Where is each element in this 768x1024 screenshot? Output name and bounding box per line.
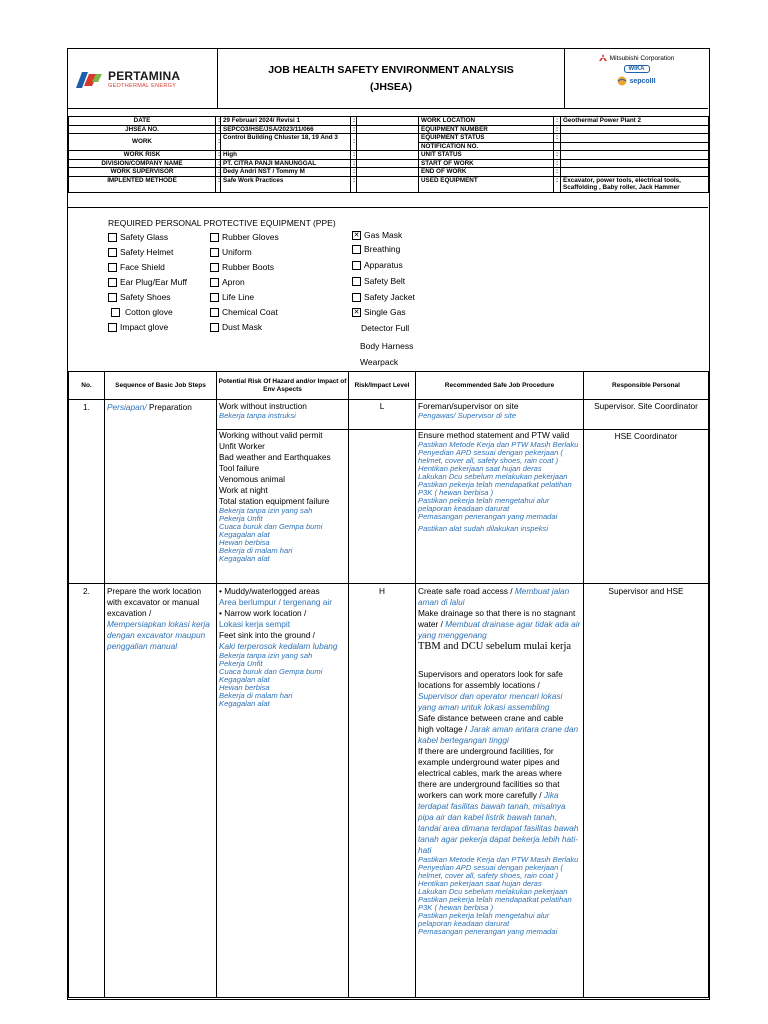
responsible-cell: Supervisor. Site Coordinator HSE Coordinator (584, 400, 709, 584)
checkbox-icon[interactable] (210, 278, 219, 287)
checkbox-icon[interactable] (210, 263, 219, 272)
ppe-single-gas[interactable]: ✕ Single Gas (352, 307, 406, 317)
row-number: 2. (69, 584, 105, 998)
hazard-cell: Work without instruction Bekerja tanpa instruksi Working without valid permit Unfit Worker Bad weather and Earthquakes Tool failure Venomous animal Work at night Total station equipment failure Bekerja tanpa izin yang sah Pekerja Unfit Cuaca buruk dan Gempa bumi Kegagalan alat Hewan berbisa Bekerja di malam hari Kegagalan alat (217, 400, 349, 584)
job-step: Prepare the work location with excavator or manual excavation / Mempersiapkan lokasi kerja dengan excavator maupun penggalian manual (105, 584, 217, 998)
ppe-safety-jacket[interactable]: Safety Jacket (352, 292, 415, 302)
checkbox-icon[interactable] (108, 293, 117, 302)
jhsea-steps-table (68, 371, 709, 998)
checkbox-icon[interactable] (352, 277, 361, 286)
document-title (218, 49, 565, 108)
risk-level: L (349, 400, 416, 584)
ppe-uniform[interactable]: Uniform (210, 247, 252, 257)
ppe-breathing[interactable]: Breathing (352, 244, 400, 254)
checked-checkbox-icon[interactable] (352, 308, 361, 317)
col-header-no: No. (69, 372, 105, 400)
col-header-level: Risk/Impact Level (349, 372, 416, 400)
logo-subtitle: GEOTHERMAL ENERGY (108, 82, 177, 89)
checkbox-icon[interactable] (108, 278, 117, 287)
row-number: 1. (69, 400, 105, 584)
info-row-division: DIVISION/COMPANY NAME : PT. CITRA PANJI MANUNGGAL : START OF WORK : (69, 159, 709, 168)
hazard-cell: • Muddy/waterlogged areas Area berlumpur / tergenang air • Narrow work location / Lokasi kerja sempit Feet sink into the ground / Kaki terperosok kedalam lubang Bekerja tanpa izin yang sah Pekerja Unfit Cuaca buruk dan Gempa bumi Kegagalan alat Hewan berbisa Bekerja di malam hari Kegagalan alat (217, 584, 349, 998)
document-header (68, 49, 708, 109)
pertamina-mark-icon (74, 68, 104, 90)
info-row-notification: NOTIFICATION NO. (69, 142, 709, 151)
ppe-gas-mask[interactable]: ✕ Gas Mask (352, 230, 402, 240)
checkbox-icon[interactable] (108, 263, 117, 272)
table-row (69, 400, 709, 584)
checkbox-icon[interactable] (210, 233, 219, 242)
col-header-responsible: Responsible Personal (584, 372, 709, 400)
ppe-rubber-boots[interactable]: Rubber Boots (210, 262, 274, 272)
table-row (69, 584, 709, 998)
sepco-globe-icon (617, 76, 627, 86)
mitsubishi-diamond-icon (599, 54, 607, 62)
sepco-logo: sepcoIII (617, 76, 655, 86)
checkbox-icon[interactable] (108, 323, 117, 332)
title-line-1: JOB HEALTH SAFETY ENVIRONMENT ANALYSIS (268, 63, 514, 76)
logo-name: PERTAMINA (108, 68, 181, 83)
ppe-title: REQUIRED PERSONAL PROTECTIVE EQUIPMENT (PPE) (108, 218, 336, 228)
checkbox-icon[interactable] (210, 308, 219, 317)
ppe-face-shield[interactable]: Face Shield (108, 262, 165, 272)
table-header-row (69, 372, 709, 400)
info-row-date: DATE : 29 Februari 2024/ Revisi 1 : WORK LOCATION : Geothermal Power Plant 2 (69, 117, 709, 126)
ppe-detector-full: Detector Full (361, 323, 410, 333)
ppe-cotton-glove[interactable]: Cotton glove (111, 307, 173, 317)
responsible-cell: Supervisor and HSE (584, 584, 709, 998)
ppe-dust-mask[interactable]: Dust Mask (210, 322, 262, 332)
ppe-safety-belt[interactable]: Safety Belt (352, 276, 405, 286)
checkbox-icon[interactable] (108, 248, 117, 257)
ppe-safety-helmet[interactable]: Safety Helmet (108, 247, 173, 257)
wika-logo: WIKA (624, 65, 650, 73)
ppe-apron[interactable]: Apron (210, 277, 245, 287)
checkbox-icon[interactable] (352, 261, 361, 270)
ppe-chemical-coat[interactable]: Chemical Coat (210, 307, 278, 317)
job-info-table (68, 116, 709, 193)
checkbox-icon[interactable] (210, 293, 219, 302)
checkbox-icon[interactable] (210, 248, 219, 257)
info-row-supervisor: WORK SUPERVISOR : Dedy Andri NST / Tommy M : END OF WORK : (69, 168, 709, 177)
mitsubishi-logo: Mitsubishi Corporation (599, 54, 675, 62)
info-row-method: IMPLENTED METHODE : Safe Work Practices : USED EQUIPMENT : Excavator, power tools, electrical tools, Scaffolding , Baby roller, Jack Hammer (69, 176, 709, 192)
ppe-life-line[interactable]: Life Line (210, 292, 254, 302)
ppe-safety-shoes[interactable]: Safety Shoes (108, 292, 171, 302)
ppe-body-harness: Body Harness (360, 341, 414, 351)
checkbox-icon[interactable] (108, 233, 117, 242)
job-step: Persiapan/ Preparation (105, 400, 217, 584)
title-line-2: (JHSEA) (369, 80, 412, 93)
ppe-impact-glove[interactable]: Impact glove (108, 322, 168, 332)
risk-level: H (349, 584, 416, 998)
checked-checkbox-icon[interactable] (352, 231, 361, 240)
jhsea-document (67, 48, 710, 1000)
info-row-jhsea-no: JHSEA NO. : SEPCO3/HSE/JSA/2023/11/066 : EQUIPMENT NUMBER : (69, 125, 709, 134)
info-row-work-risk: WORK RISK : High : UNIT STATUS : (69, 151, 709, 160)
procedure-cell: Foreman/supervisor on site Pengawas/ Supervisor di site Ensure method statement and PTW valid Pastikan Metode Kerja dan PTW Masih Berlaku Penyedian APD sesuai dengan pekerjaan ( helmet, cover all, safety shoes, rain coat ) Hentikan pekerjaan saat hujan deras Lakukan Dcu sebelum melakukan pekerjaan Pastikan pekerja telah mendapatkat pelatihan P3K ( hewan berbisa ) Pastikan pekerja telah mengetahui alur pelaporan keadaan darurat Pemasangan penerangan yang memadai Pastikan alat sudah dilakukan inspeksi (416, 400, 584, 584)
ppe-section (68, 207, 708, 372)
ppe-wearpack: Wearpack (360, 357, 399, 367)
checkbox-icon[interactable] (352, 245, 361, 254)
checkbox-icon[interactable] (210, 323, 219, 332)
col-header-risk: Potential Risk Of Hazard and/or Impact of Env Aspects (217, 372, 349, 400)
checkbox-icon[interactable] (352, 293, 361, 302)
info-row-work: WORK : Control Building Chluster 18, 19 And 3 : EQUIPMENT STATUS : (69, 134, 709, 143)
ppe-ear-plug[interactable]: Ear Plug/Ear Muff (108, 277, 187, 287)
procedure-cell: Create safe road access / Membuat jalan aman di lalui Make drainage so that there is no stagnant water / Membuat drainase agar tidak ada air yang menggenang TBM and DCU sebelum mulai kerja Supervisors and operators look for safe locations for assembly locations / Supervisor dan operator mencari lokasi yang aman untuk lokasi assembling Safe distance between crane and cable high voltage / Jarak aman antara crane dan kabel bertegangan tinggi If there are underground facilities, for example underground water pipes and electrical cables, mark the areas where there are underground facilities so that workers can work more carefully / Jika terdapat fasilitas bawah tanah, misalnya pipa air dan kabel listrik bawah tanah, tandai area dimana terdapat fasilitas bawah tanah agar pekerja dapat bekerja lebih hati-hati Pastikan Metode Kerja dan PTW Masih Berlaku Penyedian APD sesuai dengan pekerjaan ( helmet, cover all, safety shoes, rain coat ) Hentikan pekerjaan saat hujan deras Lakukan Dcu sebelum melakukan pekerjaan Pastikan pekerja telah mendapatkat pelatihan P3K ( hewan berbisa ) Pastikan pekerja telah mengetahui alur pelaporan keadaan darurat Pemasangan penerangan yang memadai (416, 584, 584, 998)
ppe-apparatus[interactable]: Apparatus (352, 260, 403, 270)
ppe-rubber-gloves[interactable]: Rubber Gloves (210, 232, 279, 242)
col-header-procedure: Recommended Safe Job Procedure (416, 372, 584, 400)
partner-logos (565, 49, 708, 108)
col-header-sequence: Sequence of Basic Job Steps (105, 372, 217, 400)
ppe-safety-glass[interactable]: Safety Glass (108, 232, 168, 242)
checkbox-icon[interactable] (111, 308, 120, 317)
pertamina-logo (68, 49, 218, 108)
